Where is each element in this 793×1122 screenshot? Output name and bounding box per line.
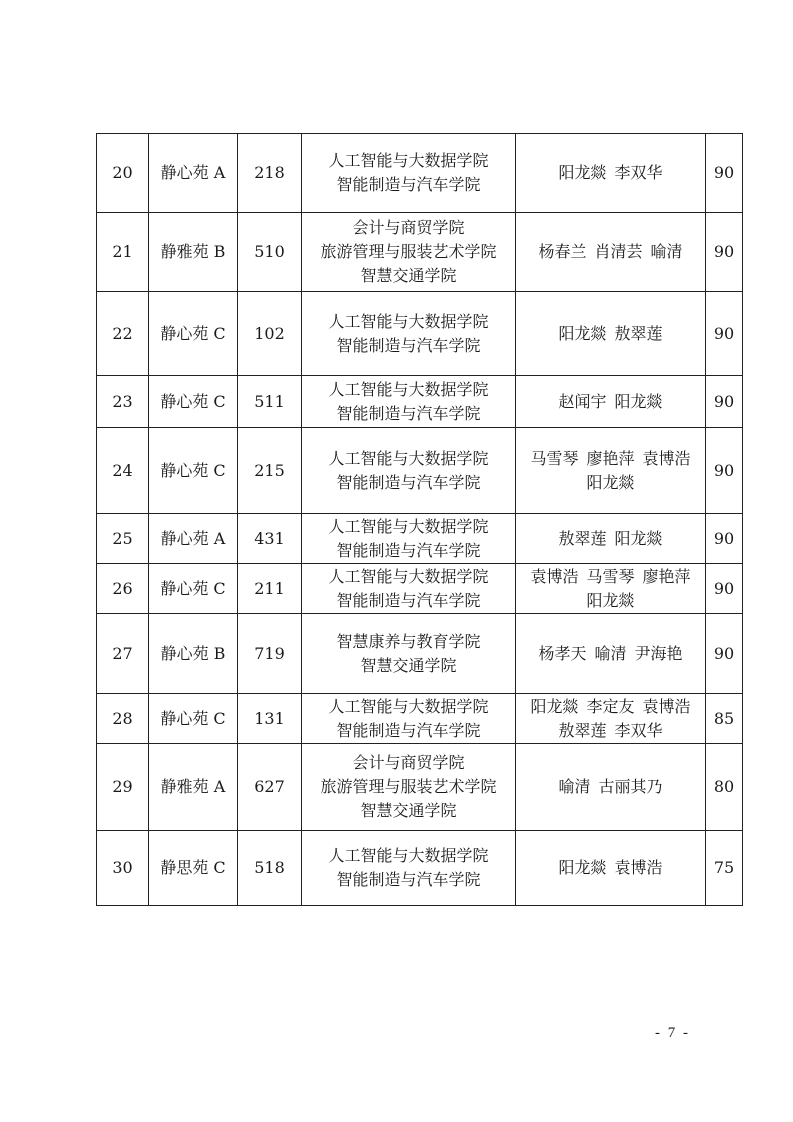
- inspector-name: 阳龙燚: [558, 163, 607, 182]
- inspector-name: 阳龙燚: [558, 323, 607, 343]
- score-cell: 90: [706, 614, 743, 694]
- colleges-cell: [302, 564, 516, 614]
- inspector-line: [518, 719, 703, 743]
- inspector-name: 阳龙燚: [586, 472, 635, 492]
- inspector-name: 阳龙燚: [614, 391, 663, 411]
- inspector-name: 袁博浩: [614, 858, 663, 877]
- inspector-line: [518, 322, 703, 346]
- college-name: 人工智能与大数据学院: [328, 379, 489, 399]
- score-cell: 90: [706, 134, 743, 213]
- row-number-cell: 24: [97, 428, 149, 514]
- colleges-cell: [302, 694, 516, 744]
- college-name: 智慧交通学院: [360, 655, 457, 675]
- inspectors-cell: [516, 134, 706, 213]
- building-cell: 静心苑 C: [149, 694, 238, 744]
- room-cell: 431: [238, 514, 302, 564]
- inspector-line: [518, 447, 703, 471]
- inspectors-cell: [516, 744, 706, 831]
- colleges-cell: [302, 831, 516, 906]
- colleges-cell: [302, 134, 516, 213]
- row-number-cell: 22: [97, 292, 149, 376]
- colleges-cell: [302, 292, 516, 376]
- college-name: 人工智能与大数据学院: [328, 566, 489, 586]
- college-name: 智能制造与汽车学院: [336, 403, 481, 423]
- inspectors-cell: [516, 564, 706, 614]
- college-name: 智能制造与汽车学院: [336, 335, 481, 355]
- inspector-line: [518, 527, 703, 551]
- inspector-name: 赵闻宇: [558, 391, 607, 411]
- inspector-line: [518, 390, 703, 414]
- inspector-line: [518, 775, 703, 799]
- row-number-cell: 30: [97, 831, 149, 906]
- college-name: 人工智能与大数据学院: [328, 151, 489, 170]
- inspector-name: 喻清: [558, 777, 591, 796]
- college-name: 旅游管理与服装艺术学院: [320, 777, 497, 796]
- college-name: 会计与商贸学院: [352, 753, 465, 772]
- inspectors-cell: [516, 614, 706, 694]
- table-row: [97, 744, 743, 831]
- inspector-name: 阳龙燚: [614, 528, 663, 548]
- inspector-line: [518, 240, 703, 264]
- college-name: 智慧交通学院: [360, 801, 457, 820]
- college-name: 智能制造与汽车学院: [336, 175, 481, 194]
- room-cell: 627: [238, 744, 302, 831]
- colleges-cell: [302, 376, 516, 428]
- colleges-cell: [302, 744, 516, 831]
- building-cell: 静心苑 C: [149, 428, 238, 514]
- college-name: 人工智能与大数据学院: [328, 516, 489, 536]
- inspector-name: 袁博浩: [642, 448, 691, 468]
- inspector-line: [518, 695, 703, 719]
- colleges-cell: [302, 213, 516, 292]
- inspector-name: 袁博浩: [530, 566, 579, 586]
- inspector-name: 袁博浩: [642, 696, 691, 716]
- inspector-name: 尹海艳: [634, 643, 683, 663]
- score-cell: 85: [706, 694, 743, 744]
- inspector-name: 敖翠莲: [558, 720, 607, 740]
- college-name: 智能制造与汽车学院: [336, 870, 481, 889]
- building-cell: 静心苑 C: [149, 292, 238, 376]
- college-name: 智慧康养与教育学院: [336, 631, 481, 651]
- inspectors-cell: [516, 514, 706, 564]
- inspectors-cell: [516, 213, 706, 292]
- inspector-name: 阳龙燚: [558, 858, 607, 877]
- row-number-cell: 25: [97, 514, 149, 564]
- room-cell: 102: [238, 292, 302, 376]
- building-cell: 静心苑 C: [149, 376, 238, 428]
- inspector-name: 喻清: [594, 643, 627, 663]
- table-row: [97, 428, 743, 514]
- inspector-line: [518, 471, 703, 495]
- score-cell: 90: [706, 213, 743, 292]
- inspector-name: 肖清芸: [594, 242, 643, 261]
- inspector-name: 杨春兰: [538, 242, 587, 261]
- inspector-name: 廖艳萍: [642, 566, 691, 586]
- inspector-line: [518, 161, 703, 185]
- colleges-cell: [302, 428, 516, 514]
- inspector-name: 阳龙燚: [586, 590, 635, 610]
- inspector-name: 李定友: [586, 696, 635, 716]
- inspector-name: 敖翠莲: [614, 323, 663, 343]
- row-number-cell: 29: [97, 744, 149, 831]
- row-number-cell: 27: [97, 614, 149, 694]
- score-cell: 90: [706, 428, 743, 514]
- row-number-cell: 23: [97, 376, 149, 428]
- table-row: [97, 292, 743, 376]
- table-row: [97, 376, 743, 428]
- table-row: [97, 694, 743, 744]
- inspectors-cell: [516, 292, 706, 376]
- score-cell: 80: [706, 744, 743, 831]
- inspector-line: [518, 856, 703, 880]
- room-cell: 518: [238, 831, 302, 906]
- building-cell: 静思苑 C: [149, 831, 238, 906]
- room-cell: 131: [238, 694, 302, 744]
- inspector-line: [518, 565, 703, 589]
- row-number-cell: 21: [97, 213, 149, 292]
- colleges-cell: [302, 514, 516, 564]
- inspector-name: 李双华: [614, 163, 663, 182]
- row-number-cell: 26: [97, 564, 149, 614]
- table-row: [97, 831, 743, 906]
- college-name: 旅游管理与服装艺术学院: [320, 242, 497, 261]
- inspector-name: 马雪琴: [586, 566, 635, 586]
- building-cell: 静心苑 B: [149, 614, 238, 694]
- college-name: 智能制造与汽车学院: [336, 720, 481, 740]
- college-name: 智慧交通学院: [360, 266, 457, 285]
- college-name: 智能制造与汽车学院: [336, 472, 481, 492]
- room-cell: 719: [238, 614, 302, 694]
- room-cell: 511: [238, 376, 302, 428]
- page-number: - 7 -: [655, 1025, 690, 1041]
- building-cell: 静雅苑 B: [149, 213, 238, 292]
- inspectors-cell: [516, 376, 706, 428]
- inspector-line: [518, 589, 703, 613]
- room-cell: 510: [238, 213, 302, 292]
- college-name: 人工智能与大数据学院: [328, 448, 489, 468]
- inspector-line: [518, 642, 703, 666]
- college-name: 会计与商贸学院: [352, 218, 465, 237]
- room-cell: 211: [238, 564, 302, 614]
- building-cell: 静心苑 C: [149, 564, 238, 614]
- building-cell: 静雅苑 A: [149, 744, 238, 831]
- inspection-results-table: [96, 133, 743, 906]
- inspector-name: 马雪琴: [530, 448, 579, 468]
- inspectors-cell: [516, 831, 706, 906]
- inspector-name: 古丽其乃: [598, 777, 663, 796]
- college-name: 人工智能与大数据学院: [328, 696, 489, 716]
- score-cell: 90: [706, 376, 743, 428]
- score-cell: 75: [706, 831, 743, 906]
- inspector-name: 李双华: [614, 720, 663, 740]
- college-name: 智能制造与汽车学院: [336, 540, 481, 560]
- table-row: [97, 213, 743, 292]
- table-row: [97, 514, 743, 564]
- row-number-cell: 20: [97, 134, 149, 213]
- inspector-name: 喻清: [650, 242, 683, 261]
- colleges-cell: [302, 614, 516, 694]
- building-cell: 静心苑 A: [149, 134, 238, 213]
- room-cell: 215: [238, 428, 302, 514]
- table-row: [97, 564, 743, 614]
- table-row: [97, 614, 743, 694]
- inspector-name: 敖翠莲: [558, 528, 607, 548]
- college-name: 人工智能与大数据学院: [328, 311, 489, 331]
- building-cell: 静心苑 A: [149, 514, 238, 564]
- college-name: 人工智能与大数据学院: [328, 846, 489, 865]
- score-cell: 90: [706, 564, 743, 614]
- table-row: [97, 134, 743, 213]
- table-body: [97, 134, 743, 906]
- score-cell: 90: [706, 514, 743, 564]
- score-cell: 90: [706, 292, 743, 376]
- inspectors-cell: [516, 694, 706, 744]
- inspector-name: 廖艳萍: [586, 448, 635, 468]
- inspectors-cell: [516, 428, 706, 514]
- inspector-name: 阳龙燚: [530, 696, 579, 716]
- inspector-name: 杨孝天: [538, 643, 587, 663]
- room-cell: 218: [238, 134, 302, 213]
- row-number-cell: 28: [97, 694, 149, 744]
- college-name: 智能制造与汽车学院: [336, 590, 481, 610]
